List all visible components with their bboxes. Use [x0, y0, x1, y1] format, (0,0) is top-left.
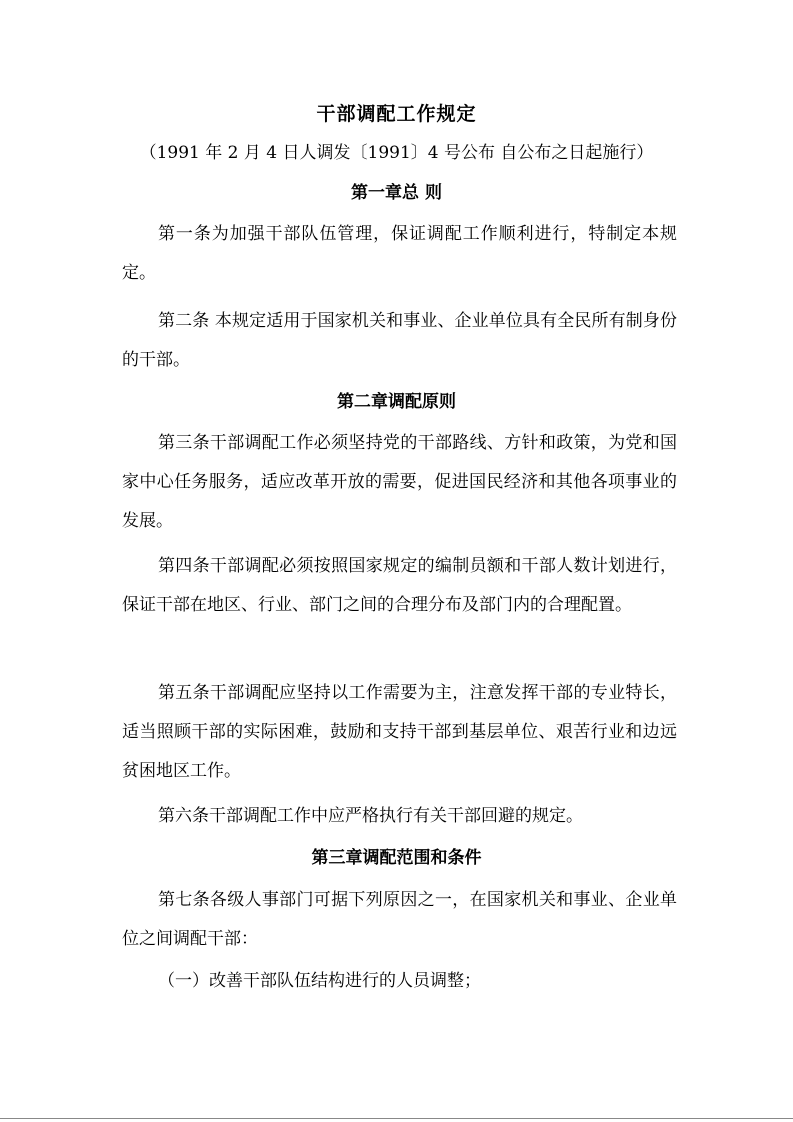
chapter-3-heading: 第三章调配范围和条件 — [311, 848, 482, 868]
article-1: 第一条为加强干部队伍管理，保证调配工作顺利进行，特制定本规定。 — [122, 224, 677, 283]
article-7-item-1: （一）改善干部队伍结构进行的人员调整； — [158, 971, 481, 991]
article-3: 第三条干部调配工作必须坚持党的干部路线、方针和政策，为党和国家中心任务服务，适应改革开放的需要，促进国民经济和其他各项事业的发展。 — [122, 433, 677, 531]
article-2: 第二条 本规定适用于国家机关和事业、企业单位具有全民所有制身份的干部。 — [122, 311, 677, 370]
article-7: 第七条各级人事部门可据下列原因之一，在国家机关和事业、企业单位之间调配干部： — [122, 890, 677, 949]
chapter-1-heading: 第一章总 则 — [351, 183, 442, 203]
article-5: 第五条干部调配应坚持以工作需要为主，注意发挥干部的专业特长，适当照顾干部的实际困难，鼓励和支持干部到基层单位、艰苦行业和边远贫困地区工作。 — [122, 683, 677, 781]
document-subtitle: （1991 年 2 月 4 日人调发〔1991〕4 号公布 自公布之日起施行） — [139, 143, 654, 163]
document-title: 干部调配工作规定 — [316, 103, 477, 125]
article-6: 第六条干部调配工作中应严格执行有关干部回避的规定。 — [158, 806, 583, 826]
page-bottom-rule — [0, 1118, 793, 1119]
article-4: 第四条干部调配必须按照国家规定的编制员额和干部人数计划进行，保证干部在地区、行业、部门之间的合理分布及部门内的合理配置。 — [122, 556, 677, 615]
chapter-2-heading: 第二章调配原则 — [337, 392, 456, 412]
